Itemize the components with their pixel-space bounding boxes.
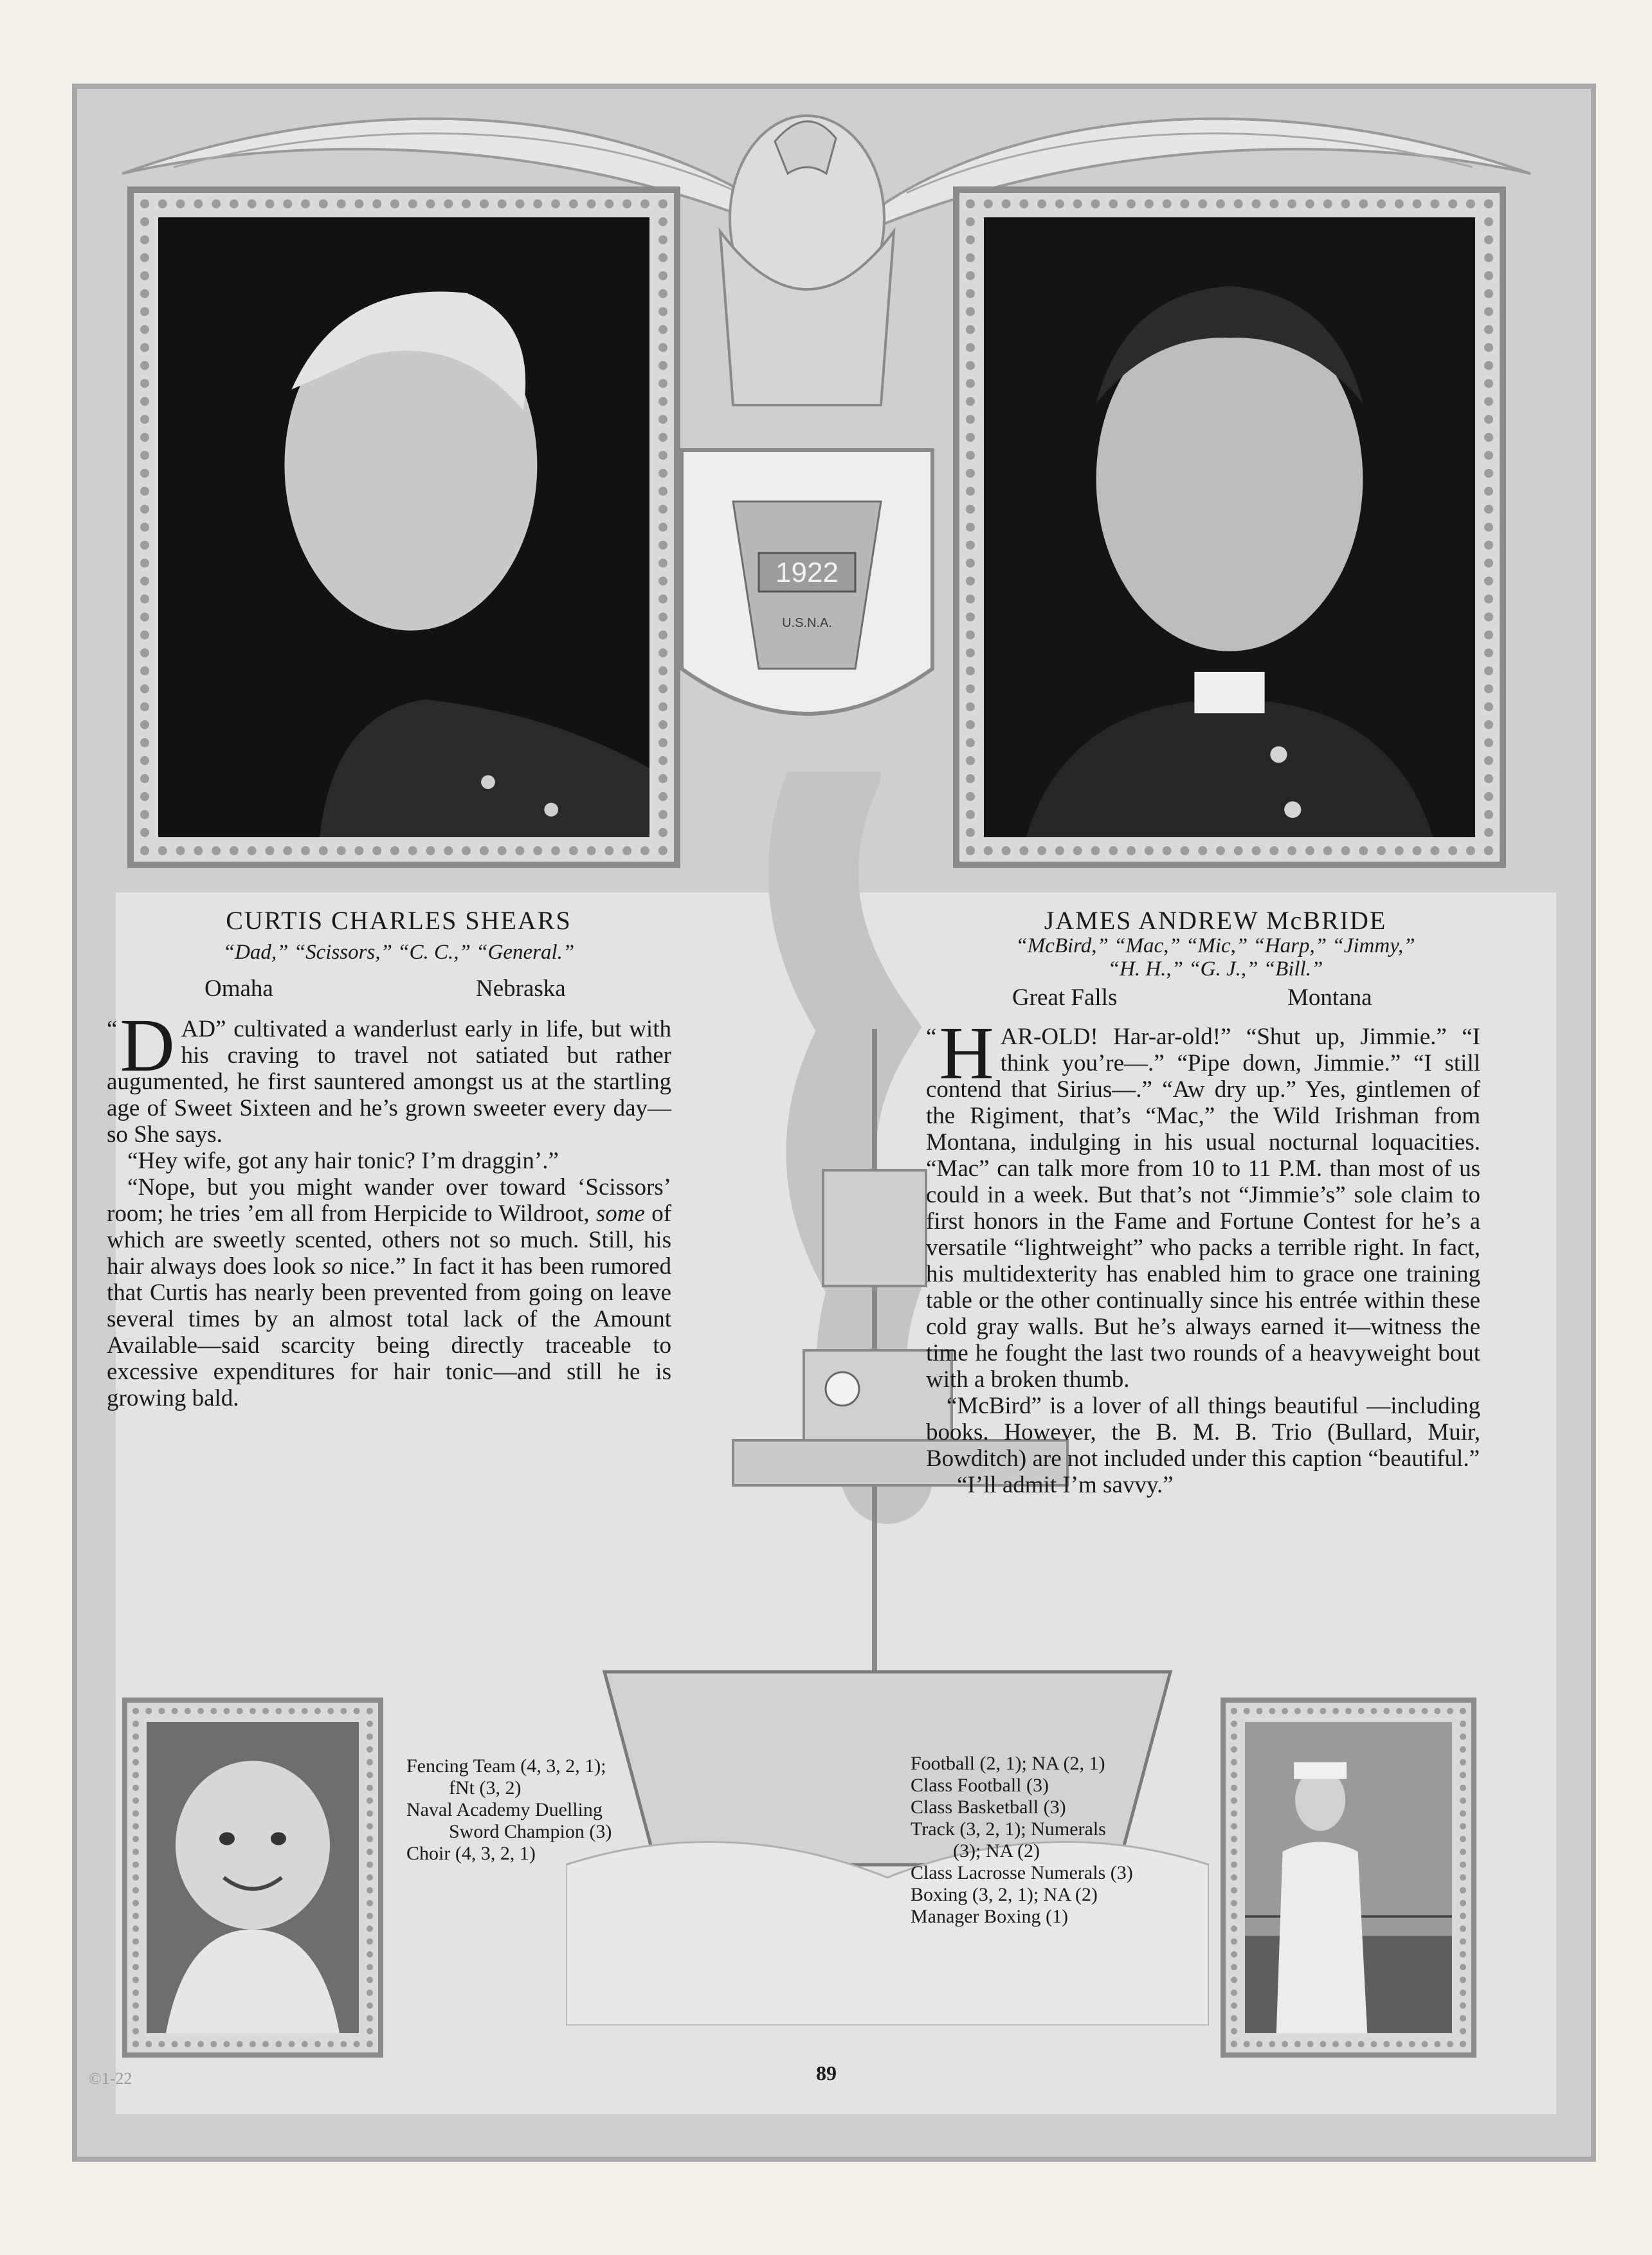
right-hometown-city: Great Falls	[1012, 984, 1118, 1011]
portrait-frame-left	[127, 186, 680, 868]
portrait-frame-right	[953, 186, 1506, 868]
page-number: 89	[816, 2061, 837, 2085]
left-dropcap: D	[120, 1003, 175, 1087]
right-nicknames-line1: “McBird,” “Mac,” “Mic,” “Harp,” “Jimmy,”	[1015, 934, 1415, 957]
left-biography: “ D AD” cultivated a wanderlust early in life, but with his craving to travel not satiated but rather augumented, he first sauntered amongst us at the startling age of Sweet Sixteen and he’s grown sweeter every day—so She says. “Hey wife, got any hair tonic? I’m draggin’.” “Nope, but you might wander over toward ‘Scissors’ room; he tries ’em all from Herpicide to Wildroot, some of which are sweetly scented, others not so much. Still, his hair always does look so nice.” In fact it has been rumored that Curtis has nearly been prevented from going on leave several times by an almost total lack of the Amount Available—said scarcity being directly traceable to excessive expenditures for hair tonic—and still he is growing bald.	[107, 1003, 672, 1411]
left-nicknames: “Dad,” “Scissors,” “C. C.,” “General.”	[222, 941, 575, 964]
sailor-photo-mcbride	[1245, 1722, 1452, 2033]
baby-photo-frame	[122, 1698, 383, 2058]
left-cadet-name: CURTIS CHARLES SHEARS	[226, 906, 572, 935]
right-cadet-name: JAMES ANDREW McBRIDE	[1044, 906, 1387, 935]
right-activities-list: Football (2, 1); NA (2, 1) Class Football (3) Class Basketball (3) Track (3, 2, 1); Numerals (3); NA (2) Class Lacrosse Numerals (3) Boxing (3, 2, 1); NA (2) Manager Boxing (1)	[911, 1753, 1133, 1927]
right-hometown-state: Montana	[1287, 984, 1372, 1011]
svg-text:1922: 1922	[776, 557, 839, 588]
right-dropcap: H	[939, 1011, 994, 1095]
right-biography: “ H AR-OLD! Har-ar-old!” “Shut up, Jimmie.” “I think you’re—.” “Pipe down, Jimmie.” “I still contend that Sirius—.” “Aw dry up.” Yes, gintlemen of the Rigiment, that’s “Mac,” the Wild Irishman from Montana, indulging in his usual nocturnal loquacities. “Mac” can talk more from 10 to 11 P.M. than most of us could in a week. But that’s not “Jimmie’s” sole claim to first honors in the Fame and Fortune Contest for he’s a versatile “lightweight” who packs a terrible right. In fact, his multidexterity has enabled him to grace one training table or the other continually since his entrée within these cold gray walls. But he’s always earned it—witness the time he fought the last two rounds of a heavyweight bout with a broken thumb. “McBird” is a lover of all things beautiful —including books. However, the B. M. B. Trio (Bullard, Muir, Bowditch) are not included under this caption “beautiful.” “I’ll admit I’m savvy.”	[926, 1011, 1480, 1498]
sailor-photo-frame	[1221, 1698, 1476, 2058]
corner-stamp: ©1-22	[89, 2069, 132, 2088]
right-nicknames-line2: “H. H.,” “G. J.,” “Bill.”	[1107, 957, 1323, 981]
portrait-photo-mcbride	[984, 217, 1475, 837]
baby-photo-shears	[147, 1722, 359, 2033]
left-activities-list: Fencing Team (4, 3, 2, 1); fNt (3, 2) Naval Academy Duelling Sword Champion (3) Choir (4, 3, 2, 1)	[406, 1755, 612, 1864]
left-hometown-state: Nebraska	[476, 975, 566, 1002]
left-hometown-city: Omaha	[204, 975, 273, 1002]
portrait-photo-shears	[158, 217, 649, 837]
naval-academy-crest	[643, 103, 971, 772]
svg-text:U.S.N.A.: U.S.N.A.	[782, 616, 832, 630]
